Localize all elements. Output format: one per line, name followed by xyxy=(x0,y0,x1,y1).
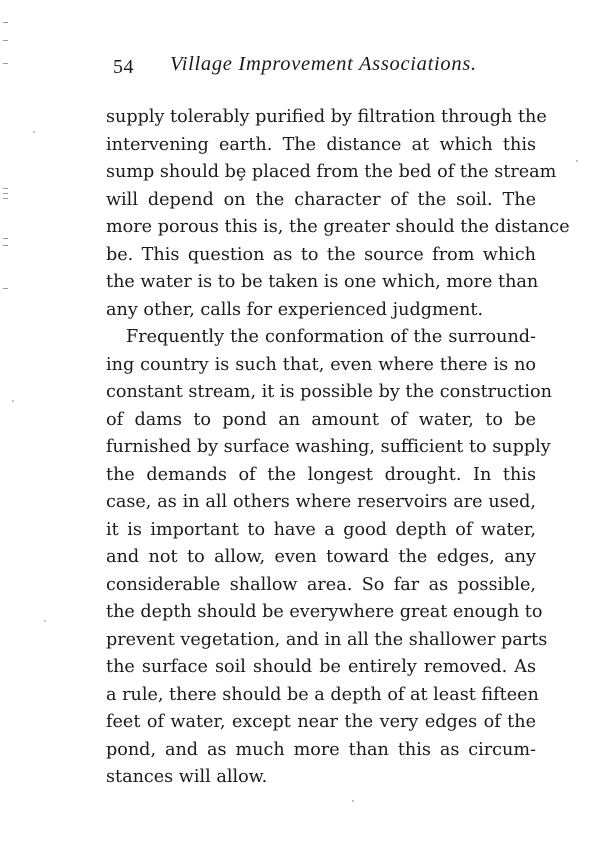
scan-mark xyxy=(3,40,8,41)
scan-speck xyxy=(44,620,46,622)
scan-mark xyxy=(3,198,8,199)
text-line: Frequently the conformation of the surround- xyxy=(126,327,536,347)
text-line: will depend on the character of the soil. The xyxy=(106,189,536,210)
text-line: the demands of the longest drought. In this xyxy=(106,464,536,485)
scan-speck xyxy=(12,400,14,402)
scan-mark xyxy=(3,193,8,194)
scan-speck xyxy=(352,800,354,802)
scan-speck xyxy=(576,160,578,162)
text-line: stances will allow. xyxy=(106,767,268,787)
text-line: the depth should be everywhere great enough to xyxy=(106,602,543,622)
scan-mark xyxy=(3,238,8,239)
text-line: the water is to be taken is one which, more than xyxy=(106,272,539,292)
page-number: 54 xyxy=(113,56,134,78)
body-text xyxy=(106,104,570,792)
scan-mark xyxy=(3,245,8,246)
scan-mark xyxy=(3,22,8,23)
text-line: a rule, there should be a depth of at least fifteen xyxy=(106,684,539,705)
scan-speck xyxy=(33,131,35,133)
text-line: pond, and as much more than this as circum- xyxy=(106,739,536,760)
text-line: of dams to pond an amount of water, to be xyxy=(106,409,536,430)
paragraph-2 xyxy=(106,324,552,792)
text-line: case, as in all others where reservoirs are used, xyxy=(106,492,536,512)
paragraph-1 xyxy=(106,104,570,324)
text-line: prevent vegetation, and in all the shallower parts xyxy=(106,629,548,650)
page-header xyxy=(113,53,503,83)
scan-mark xyxy=(3,63,8,64)
text-line: more porous this is, the greater should the distance xyxy=(106,217,570,237)
text-line: be. This question as to the source from which xyxy=(106,244,536,265)
text-line: furnished by surface washing, sufficient to supply xyxy=(106,437,551,457)
text-line: it is important to have a good depth of water, xyxy=(106,519,536,540)
text-line: sump should bȩ placed from the bed of the stream xyxy=(106,162,557,182)
text-line: any other, calls for experienced judgment. xyxy=(106,299,484,320)
text-line: and not to allow, even toward the edges, any xyxy=(106,547,536,567)
text-line: ing country is such that, even where there is no xyxy=(106,354,536,375)
scan-mark xyxy=(3,288,8,289)
scan-mark xyxy=(3,188,8,189)
text-line: constant stream, it is possible by the construction xyxy=(106,382,552,402)
running-title: Village Improvement Associations. xyxy=(170,53,477,75)
text-line: supply tolerably purified by filtration through the xyxy=(106,107,547,127)
text-line: intervening earth. The distance at which this xyxy=(106,134,536,155)
text-line: the surface soil should be entirely removed. As xyxy=(106,657,536,677)
text-line: considerable shallow area. So far as possible, xyxy=(106,574,536,595)
text-line: feet of water, except near the very edges of the xyxy=(106,712,536,732)
